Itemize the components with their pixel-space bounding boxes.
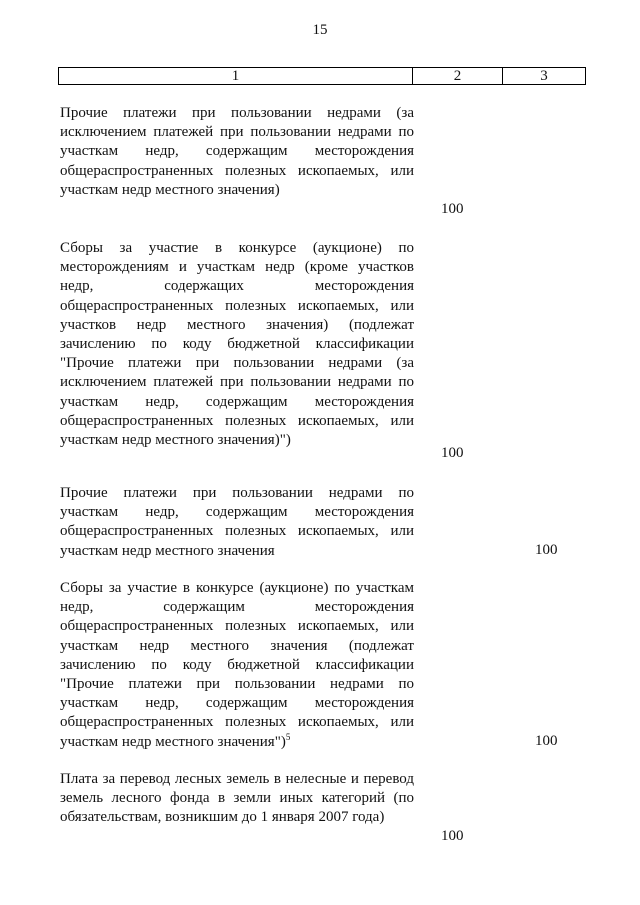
column-header-2: 2 <box>413 68 503 84</box>
row-value-col2: 100 <box>441 445 464 461</box>
row-value-col3: 100 <box>535 733 558 749</box>
row-description <box>60 579 414 752</box>
row-description: Сборы за участие в конкурсе (аукционе) по месторождениям и участкам недр (кроме участков недр, содержащих месторождения общераспространенных полезных ископаемых, или участков недр местного значения) (подлежат зачислению по коду бюджетной классификации "Прочие платежи при пользовании недрами (за исключением платежей при пользовании недрами по участкам недр, содержащим месторождения общераспространенных полезных ископаемых, или участкам недр местного значения)") <box>60 240 414 449</box>
row-value-col2: 100 <box>441 201 464 217</box>
column-header-3: 3 <box>540 68 548 84</box>
row-description-text: Сборы за участие в конкурсе (аукционе) по участкам недр, содержащим месторождения общераспространенных полезных ископаемых, или участкам недр местного значения (подлежат зачислению по коду бюджетной классификации "Прочие платежи при пользовании недрами по участкам недр, содержащим месторождения общераспространенных полезных ископаемых, или участкам недр местного значения") <box>60 580 414 750</box>
table-header <box>58 67 586 85</box>
row-description: Плата за перевод лесных земель в нелесные и перевод земель лесного фонда в земли иных категорий (по обязательствам, возникшим до 1 января 2007 года) <box>60 771 414 826</box>
row-description: Прочие платежи при пользовании недрами по участкам недр, содержащим месторождения общераспространенных полезных ископаемых, или участкам недр местного значения <box>60 485 414 559</box>
column-header-1: 1 <box>59 68 413 84</box>
footnote-marker: 5 <box>285 731 291 742</box>
row-description: Прочие платежи при пользовании недрами (за исключением платежей при пользовании недрами по участкам недр, содержащим месторождения общераспространенных полезных ископаемых, или участкам недр местного значения) <box>60 105 414 198</box>
row-value-col2: 100 <box>441 828 464 844</box>
page-number: 15 <box>312 22 328 38</box>
row-value-col3: 100 <box>535 542 558 558</box>
